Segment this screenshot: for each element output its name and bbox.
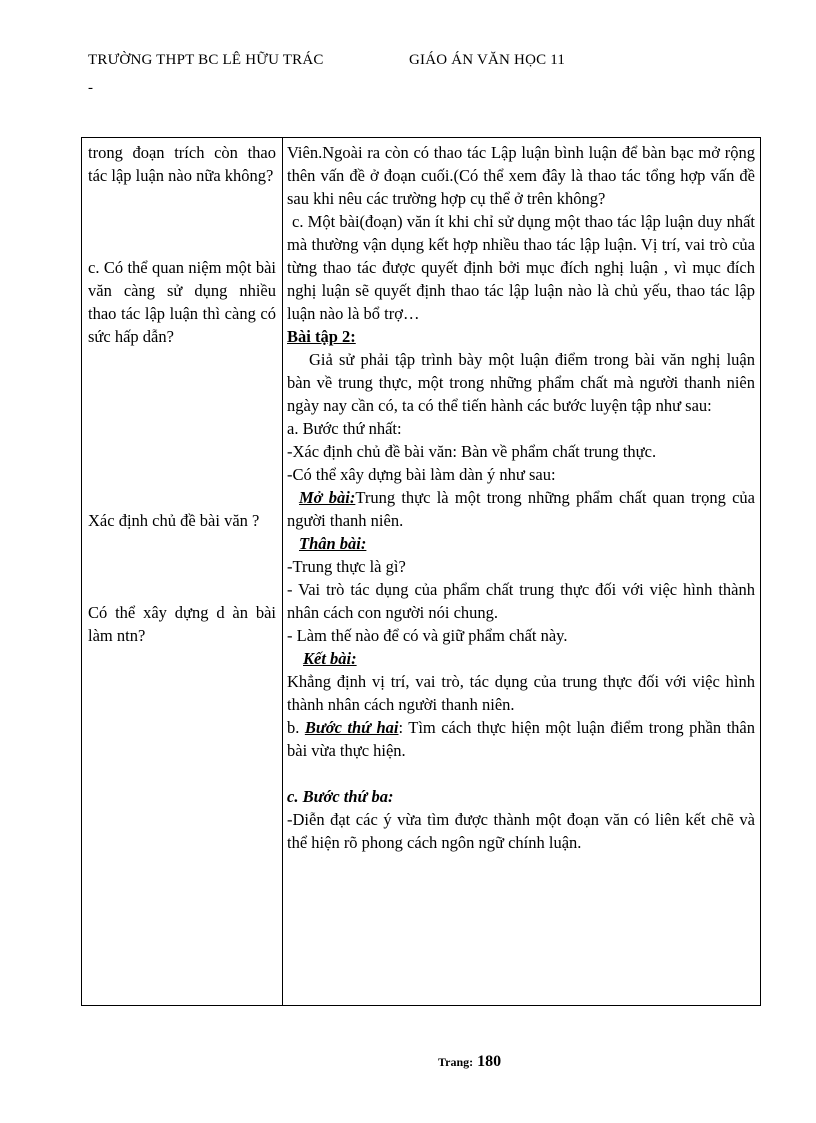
than-bai-label: Thân bài: [299,534,367,553]
school-name: TRƯỜNG THPT BC LÊ HỮU TRÁC [88,52,324,68]
step-c-heading: c. Bước thứ ba: [287,787,394,806]
page-header [88,52,768,74]
page-label: Trang: [438,1055,474,1069]
page-number: 180 [477,1053,502,1070]
question-other-operations: trong đoạn trích còn thao tác lập luận nào nữa không? [88,143,276,185]
mo-bai-text: Trung thực là một trong những phẩm chất quan trọng của người thanh niên. [287,488,755,530]
question-many-operations: c. Có thể quan niệm một bài văn càng sử dụng nhiều thao tác lập luận thì càng có sức hấp dẫn? [88,258,276,346]
question-outline: Có thể xây dựng d àn bài làm ntn? [88,603,276,645]
column-divider [282,138,283,1005]
step-a-line-1: -Xác định chủ đề bài văn: Bàn về phẩm chất trung thực. [287,442,657,461]
step-a-line-2: -Có thể xây dựng bài làm dàn ý như sau: [287,465,556,484]
mo-bai-label: Mở bài: [299,488,356,507]
question-topic: Xác định chủ đề bài văn ? [88,511,260,530]
paragraph-c: c. Một bài(đoạn) văn ít khi chỉ sử dụng một thao tác lập luận duy nhất mà thường vận dụng kết hợp nhiều thao tác lập luận. Vị trí, vai trò của từng thao tác được quyết định bởi mục đích nghị luận , vì mục đích nghị luận sẽ quyết định thao tác lập luận nào là chủ yếu, thao tác lập luận nào là bổ trợ… [287,212,755,323]
than-bai-line-3: - Làm thế nào để có và giữ phẩm chất này. [287,626,568,645]
right-column [287,141,755,854]
than-bai-line-2: - Vai trò tác dụng của phẩm chất trung thực đối với việc hình thành nhân cách con người nói chung. [287,580,755,622]
step-b-text: : Tìm cách thực hiện một luận điểm trong phần thân bài vừa thực hiện. [287,718,756,760]
ket-bai-line-1: Khẳng định vị trí, vai trò, tác dụng của trung thực đối với việc hình thành nhân cách người thanh niên. [287,672,755,714]
exercise-description: Giả sử phải tập trình bày một luận điểm trong bài văn nghị luận bàn về trung thực, một trong những phẩm chất mà người thanh niên ngày nay cần có, ta có thể tiến hành các bước luyện tập như sau: [287,350,755,415]
paragraph-intro: Viên.Ngoài ra còn có thao tác Lập luận bình luận để bàn bạc mở rộng thên vấn đề ở đoạn cuối.(Có thể xem đây là thao tác tổng hợp vấn đề sau khi nêu các trường hợp cụ thể ở trên không? [287,143,755,208]
step-c-line-1: -Diễn đạt các ý vừa tìm được thành một đoạn văn có liên kết chẽ và thể hiện rõ phong cách ngôn ngữ chính luận. [287,810,755,852]
step-a-heading: a. Bước thứ nhất: [287,419,402,438]
than-bai-line-1: -Trung thực là gì? [287,557,406,576]
exercise-title: Bài tập 2: [287,327,356,346]
page-footer [438,1053,501,1071]
step-b-paragraph [287,716,755,762]
ket-bai-heading [287,647,755,670]
ket-bai-label: Kết bài: [303,649,357,668]
spacer [287,762,755,785]
mo-bai-paragraph [287,486,755,532]
subject-title: GIÁO ÁN VĂN HỌC 11 [409,52,566,68]
than-bai-heading [287,532,755,555]
step-b-label: Bước thứ hai [304,718,399,737]
lesson-table [81,137,761,1006]
header-dash: - [88,80,93,96]
step-b-prefix: b. [287,718,305,737]
